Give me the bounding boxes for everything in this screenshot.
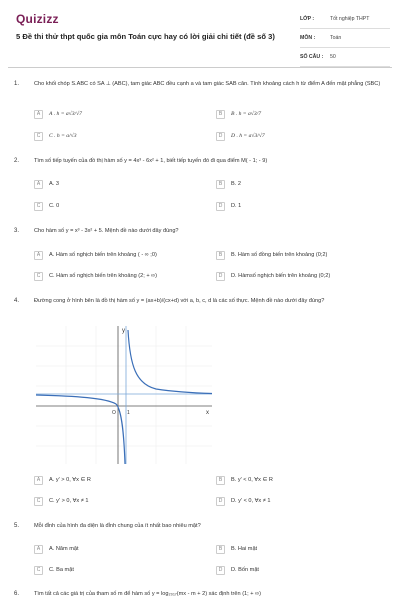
option-text: D. y' < 0, ∀x ≠ 1 xyxy=(231,498,271,504)
option-letter-box: A xyxy=(34,180,43,189)
curve-left-branch xyxy=(36,395,125,464)
subject-label: MÔN : xyxy=(300,35,316,41)
option-text: C. 0 xyxy=(49,203,60,209)
option-text: D . h = a√3/√7 xyxy=(231,133,265,139)
option-letter-box: A xyxy=(34,545,43,554)
option-text: B. y' < 0, ∀x ∈ R xyxy=(231,477,273,483)
option-letter-box: B xyxy=(216,545,225,554)
option-letter-box: C xyxy=(34,566,43,575)
option-letter-box: C xyxy=(34,202,43,211)
option-letter-box: D xyxy=(216,202,225,211)
question-4-number: 4. xyxy=(14,298,20,304)
origin-label: O xyxy=(112,410,116,416)
option-letter-box: A xyxy=(34,110,43,119)
tick-label-1: 1 xyxy=(127,410,130,416)
x-axis-label: x xyxy=(206,410,209,416)
option-text: C. y' > 0, ∀x ≠ 1 xyxy=(49,498,89,504)
subject-value: Toán xyxy=(330,35,342,41)
option-text: D. 1 xyxy=(231,203,242,209)
option-text: A. y' > 0, ∀x ∈ R xyxy=(49,477,91,483)
question-1-option-b[interactable] xyxy=(216,108,261,120)
option-letter-box: B xyxy=(216,251,225,260)
option-letter-box: A xyxy=(34,476,43,485)
question-5-number: 5. xyxy=(14,523,20,529)
question-4-text: Đường cong ở hình bên là đồ thị hàm số y = (ax+b)/(cx+d) với a, b, c, d là các số thực. Mệnh đề nào dưới đây đúng? xyxy=(34,298,325,304)
class-label: LỚP : xyxy=(300,16,315,22)
question-2-number: 2. xyxy=(14,158,20,164)
quizizz-logo[interactable]: Quizizz xyxy=(16,12,59,26)
info-row-class xyxy=(300,10,390,29)
count-value: 50 xyxy=(330,54,336,60)
question-3-option-b[interactable] xyxy=(216,249,327,261)
question-3-option-d[interactable] xyxy=(216,270,330,282)
option-text: A. Hàm số nghịch biến trên khoảng ( - ∞ ;0) xyxy=(49,252,157,258)
question-5-option-b[interactable] xyxy=(216,543,257,555)
option-text: C. Hàm số nghịch biến trên khoảng (2; + ∞) xyxy=(49,273,157,279)
option-text: A. 3 xyxy=(49,181,59,187)
option-letter-box: B xyxy=(216,476,225,485)
option-letter-box: C xyxy=(34,272,43,281)
option-letter-box: A xyxy=(34,251,43,260)
option-text: C. Ba mặt xyxy=(49,567,74,573)
question-3-number: 3. xyxy=(14,228,20,234)
option-letter-box: C xyxy=(34,497,43,506)
question-6-number: 6. xyxy=(14,591,20,597)
question-4-option-d[interactable] xyxy=(216,495,271,507)
question-5-text: Mỗi đỉnh của hình đa diện là đỉnh chung của ít nhất bao nhiêu mặt? xyxy=(34,523,201,529)
question-1-option-c[interactable] xyxy=(34,130,77,142)
question-1-option-d[interactable] xyxy=(216,130,265,142)
curve-right-branch xyxy=(128,330,212,394)
option-text: D. Bốn mặt xyxy=(231,567,259,573)
question-1-text: Cho khối chóp S.ABC có SA ⊥ (ABC), tam giác ABC đều cạnh a và tam giác SAB cân. Tính khoảng cách h từ điểm A đến mặt phẳng (SBC) xyxy=(34,81,381,87)
question-2-option-a[interactable] xyxy=(34,178,59,190)
option-text: A. Năm mặt xyxy=(49,546,79,552)
question-3-option-c[interactable] xyxy=(34,270,157,282)
hyperbola-graph xyxy=(36,326,212,464)
question-2-text: Tìm số tiếp tuyến của đồ thị hàm số y = 4x³ - 6x² + 1, biết tiếp tuyến đó đi qua điểm M( - 1; - 9) xyxy=(34,158,268,164)
option-letter-box: D xyxy=(216,497,225,506)
worksheet-header xyxy=(0,0,400,62)
y-axis-label: y xyxy=(122,328,125,334)
question-3-option-a[interactable] xyxy=(34,249,157,261)
question-1-number: 1. xyxy=(14,81,20,87)
info-table xyxy=(300,10,390,67)
question-2-option-b[interactable] xyxy=(216,178,241,190)
info-row-subject xyxy=(300,29,390,48)
option-text: A . h = a√3/√7 xyxy=(49,111,82,117)
option-text: C . h = a/√3 xyxy=(49,133,77,139)
question-6-text: Tìm tất cả các giá trị của tham số m để hàm số y = log₂₀₁₇(mx - m + 2) xác định trên (1; + ∞) xyxy=(34,591,261,597)
class-value: Tốt nghiệp THPT xyxy=(330,16,370,22)
count-label: SỐ CÂU : xyxy=(300,54,324,60)
document-title: 5 Đề thi thử thpt quốc gia môn Toán cực hay có lời giải chi tiết (đề số 3) xyxy=(16,32,275,41)
option-text: B. 2 xyxy=(231,181,241,187)
question-5-option-d[interactable] xyxy=(216,564,259,576)
header-divider xyxy=(8,67,392,68)
option-letter-box: B xyxy=(216,110,225,119)
option-letter-box: C xyxy=(34,132,43,141)
question-3-text: Cho hàm số y = x³ - 3x² + 5. Mệnh đề nào dưới đây đúng? xyxy=(34,228,179,234)
option-letter-box: D xyxy=(216,132,225,141)
question-4-option-c[interactable] xyxy=(34,495,89,507)
option-letter-box: D xyxy=(216,272,225,281)
question-5-option-c[interactable] xyxy=(34,564,74,576)
option-text: D. Hàmsố nghịch biến trên khoảng (0;2) xyxy=(231,273,331,279)
option-text: B. Hai mặt xyxy=(231,546,258,552)
question-2-option-d[interactable] xyxy=(216,200,241,212)
question-1-option-a[interactable] xyxy=(34,108,82,120)
info-row-count xyxy=(300,48,390,67)
question-4-option-a[interactable] xyxy=(34,474,91,486)
option-letter-box: B xyxy=(216,180,225,189)
option-letter-box: D xyxy=(216,566,225,575)
option-text: B. Hàm số đồng biến trên khoảng (0;2) xyxy=(231,252,328,258)
question-2-option-c[interactable] xyxy=(34,200,59,212)
option-text: B . h = a√3/7 xyxy=(231,111,261,117)
question-4-option-b[interactable] xyxy=(216,474,273,486)
question-5-option-a[interactable] xyxy=(34,543,79,555)
